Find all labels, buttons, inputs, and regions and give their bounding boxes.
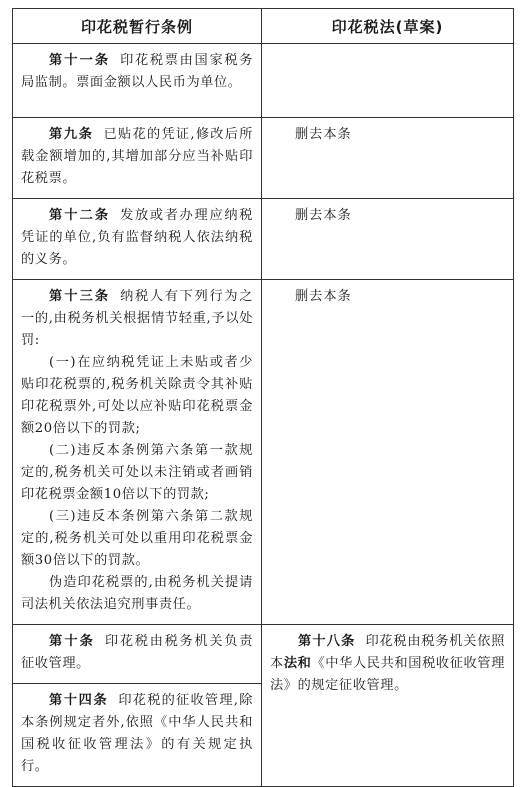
header-right: 印花税法(草案): [262, 9, 514, 44]
list-item: (三)违反本条例第六条第二款规定的,税务机关可处以重用印花税票金额30倍以下的罚款。: [21, 509, 253, 568]
left-cell: [13, 625, 262, 684]
article-text: 印花税票由国家税务局监制。票面金额以人民币为单位。: [21, 53, 253, 90]
left-cell: [13, 684, 262, 787]
list-item: 伪造印花税票的,由税务机关提请司法机关依法追究刑事责任。: [21, 575, 253, 612]
right-cell-merged: [262, 625, 514, 787]
article-text: 印花税由税务机关负责征收管理。: [21, 634, 253, 671]
article-text: 印花税的征收管理,除本条例规定者外,依照《中华人民共和国税收征收管理法》的有关规定执行。: [21, 693, 253, 774]
article-text: 已贴花的凭证,修改后所载金额增加的,其增加部分应当补贴印花税票。: [21, 127, 254, 186]
right-text: [262, 44, 513, 58]
article-text: 发放或者办理应纳税凭证的单位,负有监督纳税人依法纳税的义务。: [21, 208, 253, 267]
article-text-bold: 法和: [283, 656, 312, 671]
right-cell: [262, 118, 514, 199]
article-label: 第十四条: [49, 693, 109, 708]
left-cell: [13, 199, 262, 280]
right-cell: [262, 280, 514, 625]
comparison-table-grid: [12, 8, 514, 787]
article-label: 第十一条: [49, 53, 111, 68]
header-row: [13, 9, 514, 44]
table-row: [13, 118, 514, 199]
table-row: [13, 199, 514, 280]
table-row: [13, 44, 514, 118]
table-row: [13, 280, 514, 625]
article-label: 第十二条: [49, 208, 111, 223]
right-cell: [262, 44, 514, 118]
table-row: [13, 625, 514, 684]
right-text: 删去本条: [295, 289, 352, 304]
article-label: 第十八条: [298, 634, 356, 649]
list-item: (一)在应纳税凭证上未贴或者少贴印花税票的,税务机关除责令其补贴印花税票外,可处以应补贴印花税票金额20倍以下的罚款;: [21, 355, 253, 436]
article-label: 第九条: [49, 127, 94, 142]
right-cell: [262, 199, 514, 280]
article-text: 《中华人民共和国税收征收管理法》的规定征收管理。: [270, 656, 505, 693]
comparison-table: [12, 8, 511, 787]
list-item: (二)违反本条例第六条第一款规定的,税务机关可处以未注销或者画销印花税票金额10倍以下的罚款;: [21, 443, 253, 502]
header-left: 印花税暂行条例: [13, 9, 262, 44]
left-cell: [13, 44, 262, 118]
right-text: 删去本条: [295, 127, 352, 142]
left-cell: [13, 280, 262, 625]
article-label: 第十三条: [49, 289, 111, 304]
right-text: 删去本条: [295, 208, 352, 223]
article-text: 印花税由税务机关依照本: [270, 634, 506, 671]
left-cell: [13, 118, 262, 199]
article-text: 纳税人有下列行为之一的,由税务机关根据情节轻重,予以处罚:: [21, 289, 253, 348]
article-label: 第十条: [49, 634, 95, 649]
